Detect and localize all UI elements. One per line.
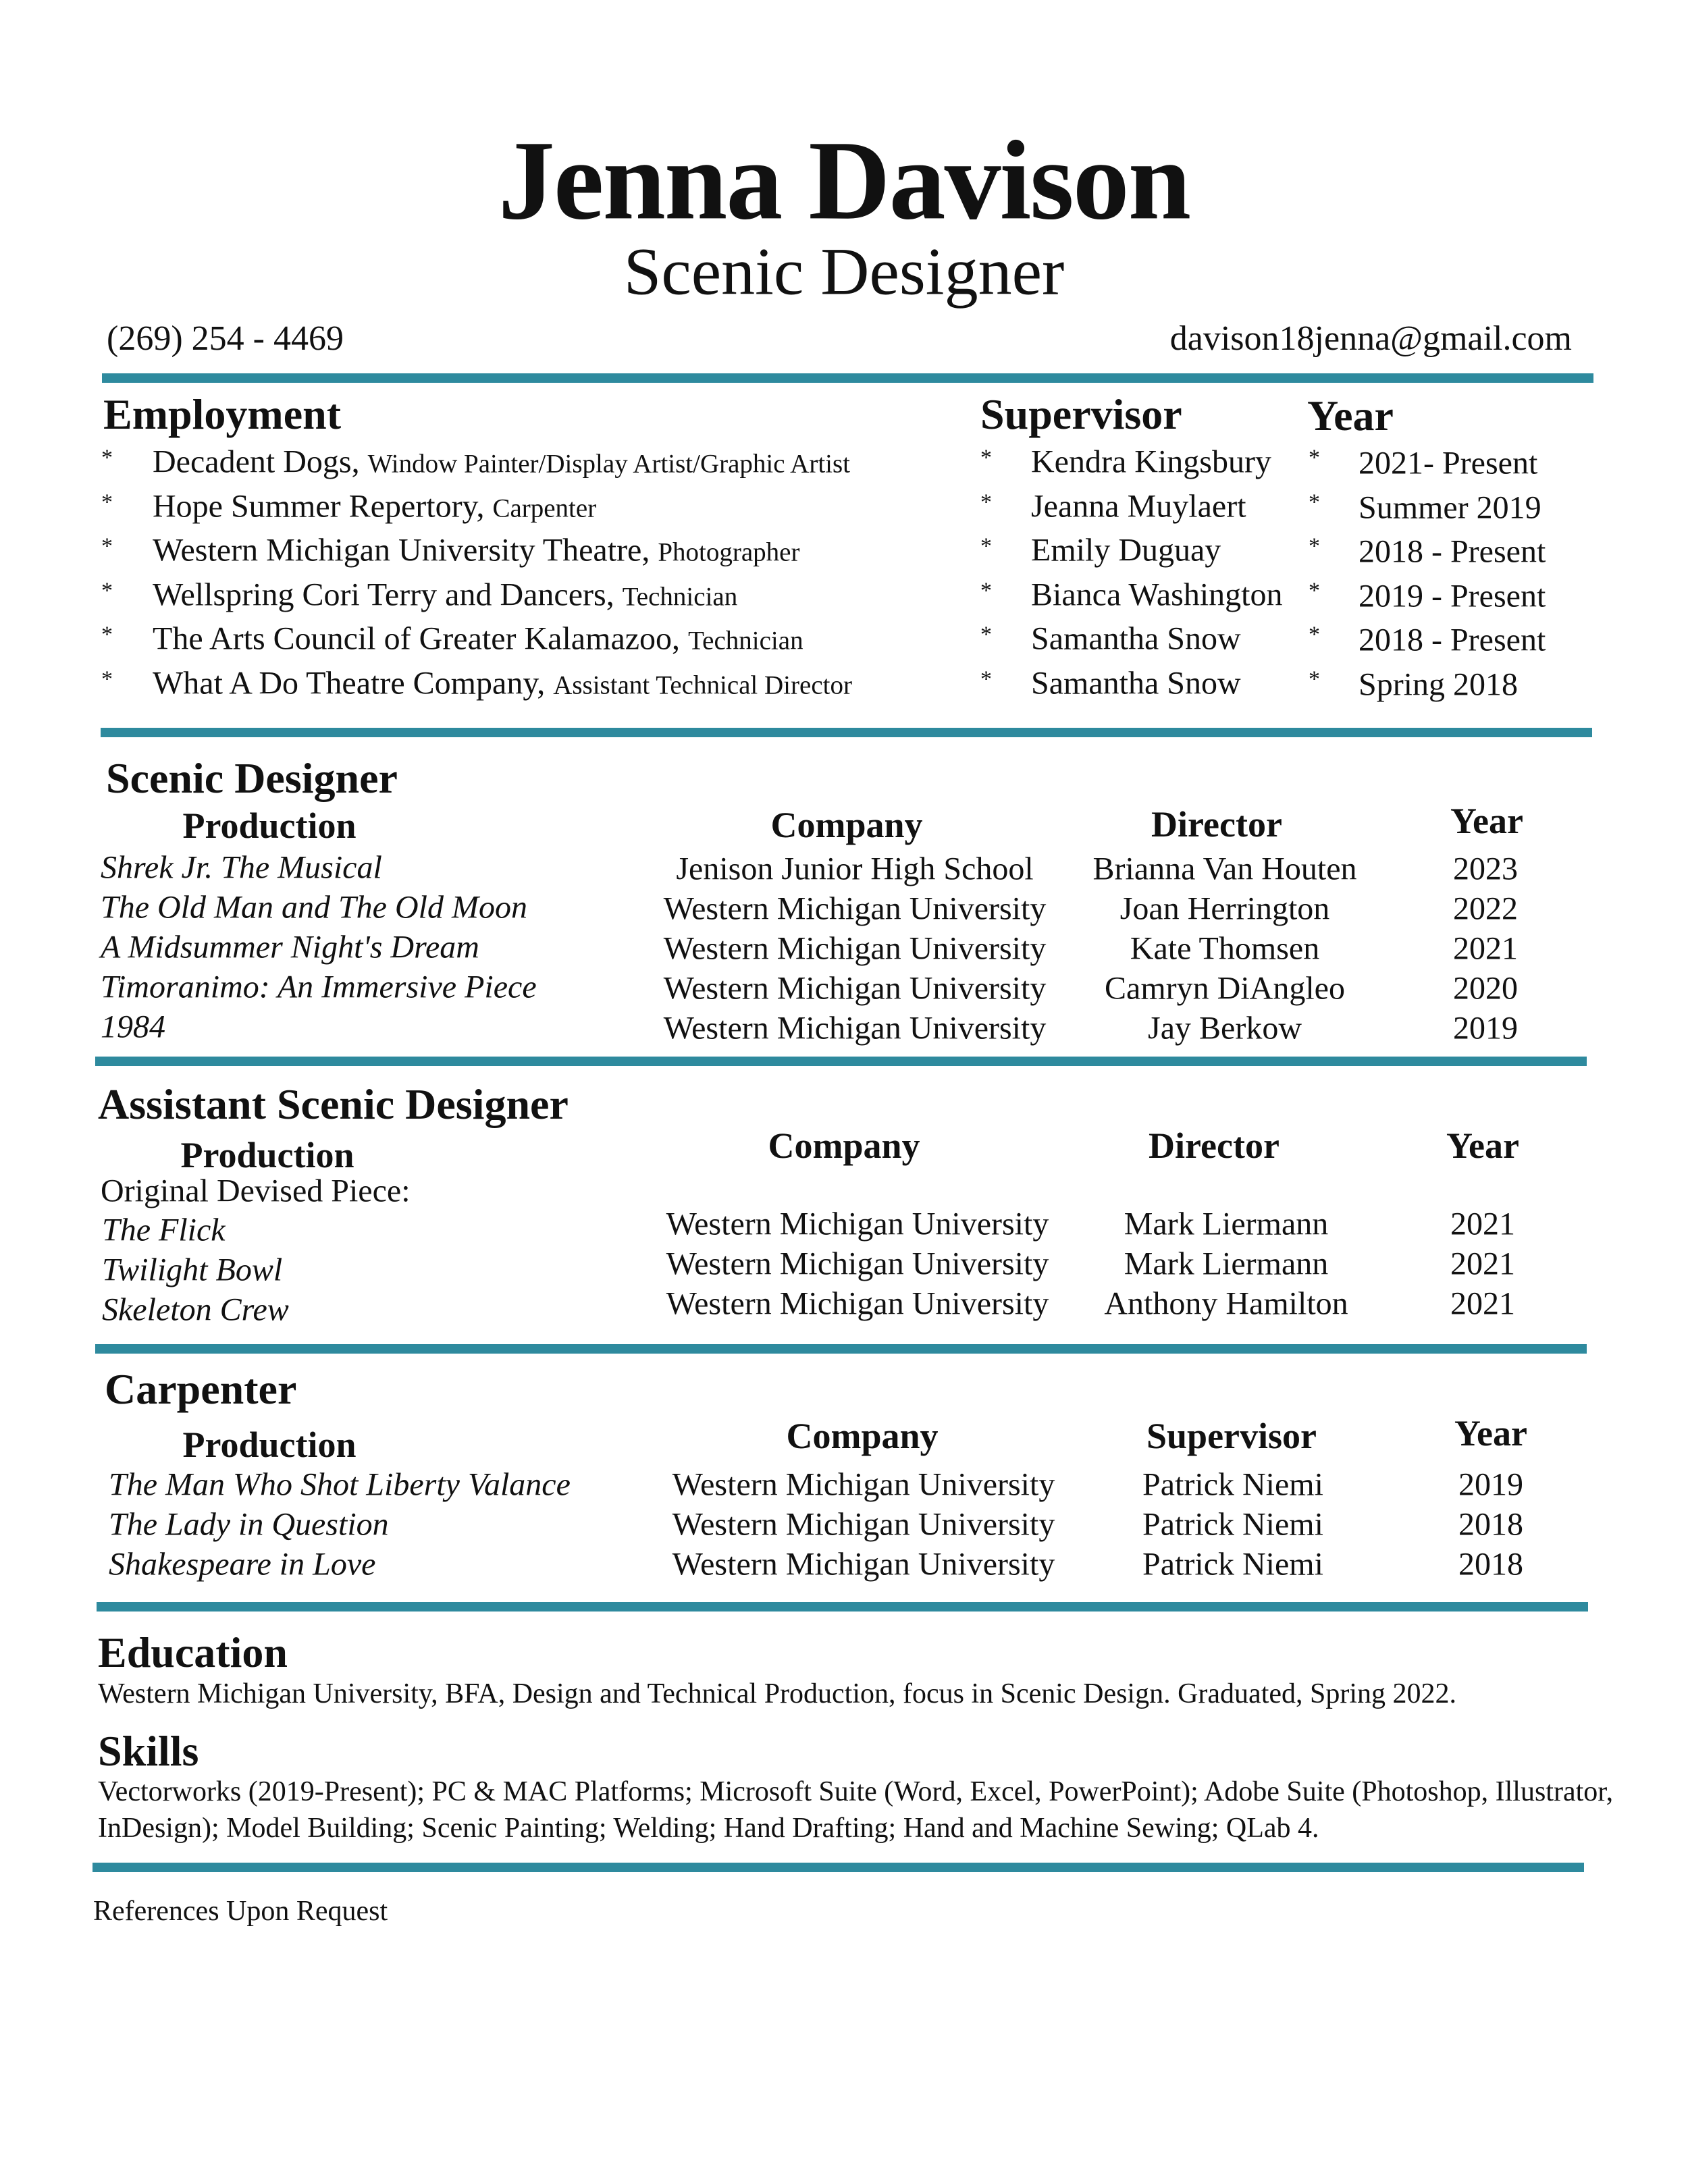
column-header-supervisor: Supervisor bbox=[1146, 1415, 1317, 1456]
employment-year: 2018 - Present bbox=[1359, 622, 1546, 658]
section-divider bbox=[95, 1057, 1587, 1066]
column-header-production: Production bbox=[182, 805, 357, 846]
supervisor-name: Samantha Snow bbox=[1031, 664, 1241, 701]
candidate-title: Scenic Designer bbox=[623, 234, 1065, 309]
production-title: The Lady in Question bbox=[109, 1506, 389, 1543]
company-name: Western Michigan University bbox=[666, 1246, 1049, 1282]
bullet-icon: * bbox=[980, 622, 992, 647]
assistant-scenic-designer-heading: Assistant Scenic Designer bbox=[98, 1080, 569, 1129]
employment-item bbox=[153, 443, 850, 480]
section-divider bbox=[95, 1344, 1587, 1354]
bullet-icon: * bbox=[1309, 445, 1320, 471]
job-role: Window Painter/Display Artist/Graphic Artist bbox=[367, 449, 850, 479]
column-header-year: Year bbox=[1450, 800, 1523, 841]
person-name: Mark Liermann bbox=[1124, 1246, 1329, 1282]
production-year: 2021 bbox=[1450, 1246, 1515, 1282]
production-year: 2018 bbox=[1458, 1506, 1523, 1543]
production-year: 2021 bbox=[1453, 930, 1518, 967]
employer-name: Wellspring Cori Terry and Dancers, bbox=[153, 576, 614, 612]
person-name: Anthony Hamilton bbox=[1104, 1285, 1348, 1322]
person-name: Camryn DiAngleo bbox=[1105, 970, 1345, 1007]
carpenter-heading: Carpenter bbox=[105, 1365, 297, 1414]
section-divider bbox=[102, 373, 1593, 383]
production-title: A Midsummer Night's Dream bbox=[101, 929, 479, 965]
employment-year: 2019 - Present bbox=[1359, 577, 1546, 614]
production-year: 2021 bbox=[1450, 1285, 1515, 1322]
supervisor-name: Samantha Snow bbox=[1031, 620, 1241, 657]
email-address[interactable]: davison18jenna@gmail.com bbox=[1169, 319, 1572, 358]
employment-year: Spring 2018 bbox=[1359, 666, 1519, 702]
bullet-icon: * bbox=[980, 666, 992, 691]
production-year: 2020 bbox=[1453, 970, 1518, 1007]
production-year: 2021 bbox=[1450, 1206, 1515, 1242]
production-title: Skeleton Crew bbox=[102, 1291, 289, 1328]
company-name: Western Michigan University bbox=[672, 1506, 1055, 1543]
supervisor-name: Emily Duguay bbox=[1031, 532, 1221, 568]
employment-year: 2018 - Present bbox=[1359, 533, 1546, 570]
company-name: Western Michigan University bbox=[672, 1546, 1055, 1582]
references-note: References Upon Request bbox=[93, 1895, 388, 1927]
employment-item bbox=[153, 531, 799, 568]
production-title: Shakespeare in Love bbox=[109, 1546, 376, 1582]
company-name: Western Michigan University bbox=[663, 890, 1047, 927]
employer-name: Hope Summer Repertory, bbox=[153, 487, 485, 524]
skills-text-line-2: InDesign); Model Building; Scenic Painting; Welding; Hand Drafting; Hand and Machine Sewing; QLab 4. bbox=[98, 1812, 1319, 1844]
bullet-icon: * bbox=[1309, 533, 1320, 559]
company-name: Jenison Junior High School bbox=[676, 851, 1034, 887]
production-title: Twilight Bowl bbox=[102, 1252, 283, 1288]
employment-year: Summer 2019 bbox=[1359, 489, 1541, 525]
column-header-production: Production bbox=[182, 1424, 357, 1465]
column-header-director: Director bbox=[1151, 803, 1282, 845]
person-name: Jay Berkow bbox=[1148, 1010, 1302, 1046]
section-divider bbox=[93, 1863, 1584, 1872]
job-role: Assistant Technical Director bbox=[553, 670, 852, 699]
bullet-icon: * bbox=[101, 533, 113, 559]
employment-item bbox=[153, 487, 596, 525]
bullet-icon: * bbox=[101, 577, 113, 603]
person-name: Patrick Niemi bbox=[1142, 1506, 1323, 1543]
column-header-director: Director bbox=[1149, 1125, 1280, 1166]
bullet-icon: * bbox=[1309, 489, 1320, 514]
person-name: Patrick Niemi bbox=[1142, 1546, 1323, 1582]
job-role: Carpenter bbox=[492, 493, 597, 523]
supervisor-heading: Supervisor bbox=[980, 390, 1182, 439]
bullet-icon: * bbox=[101, 445, 113, 471]
bullet-icon: * bbox=[101, 489, 113, 514]
person-name: Brianna Van Houten bbox=[1092, 851, 1357, 887]
job-role: Technician bbox=[622, 581, 738, 611]
education-text: Western Michigan University, BFA, Design and Technical Production, focus in Scenic Design. Graduated, Spring 2022. bbox=[98, 1678, 1457, 1709]
education-heading: Education bbox=[98, 1628, 288, 1677]
person-name: Joan Herrington bbox=[1119, 890, 1330, 927]
employment-item bbox=[153, 664, 852, 701]
column-header-year: Year bbox=[1454, 1412, 1527, 1454]
bullet-icon: * bbox=[980, 577, 992, 603]
skills-text-line-1: Vectorworks (2019-Present); PC & MAC Platforms; Microsoft Suite (Word, Excel, PowerPoint); Adobe Suite (Photoshop, Illustrator, bbox=[98, 1776, 1614, 1807]
scenic-designer-heading: Scenic Designer bbox=[106, 754, 398, 803]
column-header-company: Company bbox=[786, 1415, 939, 1456]
production-year: 2018 bbox=[1458, 1546, 1523, 1582]
company-name: Western Michigan University bbox=[666, 1206, 1049, 1242]
production-year: 2019 bbox=[1458, 1466, 1523, 1503]
person-name: Kate Thomsen bbox=[1130, 930, 1320, 967]
bullet-icon: * bbox=[1309, 622, 1320, 647]
supervisor-name: Jeanna Muylaert bbox=[1031, 487, 1246, 524]
bullet-icon: * bbox=[980, 533, 992, 559]
person-name: Patrick Niemi bbox=[1142, 1466, 1323, 1503]
year-heading: Year bbox=[1307, 392, 1394, 440]
skills-heading: Skills bbox=[98, 1727, 199, 1776]
bullet-icon: * bbox=[980, 489, 992, 514]
supervisor-name: Kendra Kingsbury bbox=[1031, 444, 1271, 480]
job-role: Technician bbox=[688, 626, 803, 656]
company-name: Western Michigan University bbox=[663, 970, 1047, 1007]
bullet-icon: * bbox=[101, 666, 113, 691]
candidate-name: Jenna Davison bbox=[498, 117, 1190, 244]
group-label: Original Devised Piece: bbox=[101, 1173, 411, 1209]
production-title: Shrek Jr. The Musical bbox=[101, 849, 382, 886]
phone-number: (269) 254 - 4469 bbox=[107, 319, 344, 358]
bullet-icon: * bbox=[1309, 666, 1320, 691]
company-name: Western Michigan University bbox=[666, 1285, 1049, 1322]
column-header-production: Production bbox=[180, 1134, 354, 1175]
company-name: Western Michigan University bbox=[663, 930, 1047, 967]
company-name: Western Michigan University bbox=[663, 1010, 1047, 1046]
production-title: The Man Who Shot Liberty Valance bbox=[109, 1466, 571, 1503]
production-title: The Flick bbox=[102, 1212, 226, 1248]
section-divider bbox=[97, 1602, 1588, 1612]
production-year: 2019 bbox=[1453, 1010, 1518, 1046]
job-role: Photographer bbox=[658, 537, 800, 567]
person-name: Mark Liermann bbox=[1124, 1206, 1329, 1242]
employer-name: Decadent Dogs, bbox=[153, 444, 360, 480]
employer-name: The Arts Council of Greater Kalamazoo, bbox=[153, 620, 681, 657]
production-year: 2022 bbox=[1453, 890, 1518, 927]
company-name: Western Michigan University bbox=[672, 1466, 1055, 1503]
employer-name: Western Michigan University Theatre, bbox=[153, 532, 650, 568]
production-title: 1984 bbox=[101, 1009, 165, 1045]
column-header-year: Year bbox=[1446, 1125, 1519, 1166]
bullet-icon: * bbox=[980, 445, 992, 471]
section-divider bbox=[101, 728, 1592, 737]
column-header-company: Company bbox=[770, 804, 923, 845]
bullet-icon: * bbox=[101, 622, 113, 647]
production-title: Timoranimo: An Immersive Piece bbox=[101, 969, 537, 1005]
production-year: 2023 bbox=[1453, 851, 1518, 887]
bullet-icon: * bbox=[1309, 577, 1320, 603]
supervisor-name: Bianca Washington bbox=[1031, 576, 1283, 612]
employment-year: 2021- Present bbox=[1359, 445, 1538, 481]
employer-name: What A Do Theatre Company, bbox=[153, 664, 546, 701]
employment-heading: Employment bbox=[103, 390, 341, 439]
column-header-company: Company bbox=[768, 1125, 920, 1166]
employment-item bbox=[153, 576, 737, 613]
production-title: The Old Man and The Old Moon bbox=[101, 889, 527, 926]
employment-item bbox=[153, 620, 803, 657]
